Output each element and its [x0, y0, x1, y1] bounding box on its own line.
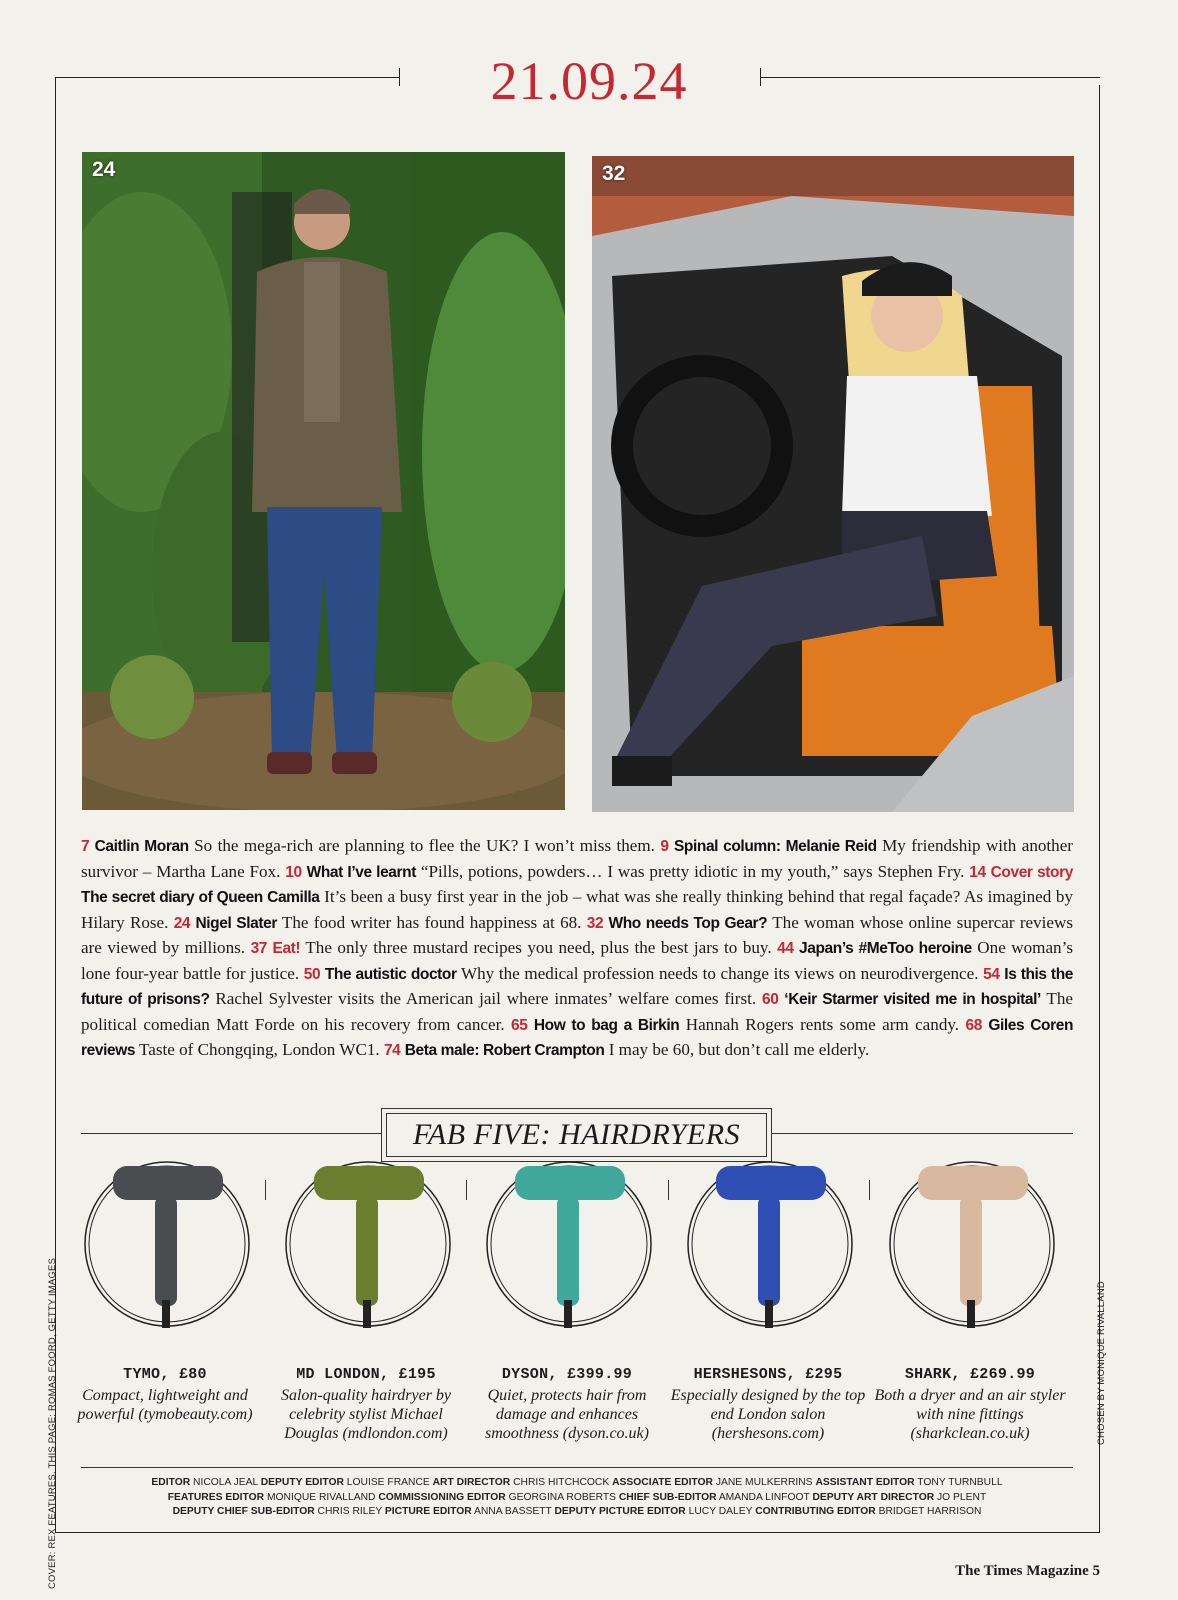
credit-role: DEPUTY ART DIRECTOR — [812, 1491, 935, 1503]
contents-standfirst: The woman whose online supercar reviews are viewed by millions. — [81, 912, 1074, 957]
credits-rule — [81, 1467, 1073, 1468]
contents-headline[interactable]: Nigel Slater — [195, 914, 277, 932]
contents-standfirst: “Pills, potions, powders… I was pretty idiotic in my youth,” says Stephen Fry. — [415, 861, 970, 881]
hairdryer-icon — [888, 1160, 1056, 1328]
product-description: Salon-quality hairdryer by celebrity stylist Michael Douglas (mdlondon.com) — [280, 1387, 452, 1442]
product-description: Compact, lightweight and powerful (tymobeauty.com) — [77, 1387, 253, 1423]
credit-role: CONTRIBUTING EDITOR — [755, 1506, 876, 1517]
credit-name: AMANDA LINFOOT — [718, 1491, 810, 1503]
frame-bottom — [55, 1532, 1100, 1533]
credit-role: DEPUTY CHIEF SUB-EDITOR — [172, 1506, 315, 1517]
credit-role: EDITOR — [151, 1477, 191, 1488]
credit-name: ANNA BASSETT — [473, 1506, 552, 1517]
contents-headline[interactable]: Beta male: Robert Crampton — [404, 1042, 605, 1059]
product-divider — [668, 1180, 669, 1200]
contents-headline[interactable]: Giles Coren reviews — [81, 1016, 1074, 1059]
credit-role: ART DIRECTOR — [432, 1477, 511, 1488]
product-divider — [466, 1180, 467, 1200]
credit-role: PICTURE EDITOR — [384, 1506, 472, 1517]
product-description: Quiet, protects hair from damage and enhances smoothness (dyson.co.uk) — [485, 1387, 649, 1442]
credit-name: MONIQUE RIVALLAND — [266, 1491, 376, 1503]
hairdryer-icon — [83, 1160, 251, 1328]
contents-headline[interactable]: The autistic doctor — [324, 965, 457, 983]
contents-standfirst: The political comedian Matt Forde on his recovery from cancer. — [81, 989, 1074, 1034]
contents-headline[interactable]: Who needs Top Gear? — [608, 914, 768, 932]
product-title: SHARK, £269.99 — [904, 1366, 1036, 1383]
contents-page-number: 14 — [969, 863, 986, 881]
contents-headline[interactable]: ‘Keir Starmer visited me in hospital’ — [784, 991, 1041, 1008]
credit-name: JO PLENT — [937, 1491, 987, 1503]
photo-credit: COVER: REX FEATURES. THIS PAGE: ROMAS FOORD, GETTY IMAGES — [47, 1257, 58, 1589]
contents-headline[interactable]: The secret diary of Queen Camilla — [81, 889, 320, 906]
contents-standfirst: Hannah Rogers rents some arm candy. — [679, 1014, 966, 1034]
fab-five-title: FAB FIVE: HAIRDRYERS — [386, 1113, 767, 1157]
credit-name: TONY TURNBULL — [917, 1477, 1003, 1488]
issue-date: 21.09.24 — [490, 51, 688, 111]
credit-name: JANE MULKERRINS — [715, 1477, 813, 1488]
product-title: TYMO, £80 — [123, 1366, 207, 1383]
contents-standfirst: The food writer has found happiness at 68. — [276, 912, 587, 932]
product-description: Both a dryer and an air styler with nine fittings (sharkclean.co.uk) — [874, 1387, 1066, 1442]
contents-standfirst: It’s been a busy first year in the job – what was she really thinking behind that regal façade? As imagined by Hilary Rose. — [81, 887, 1073, 932]
masthead-credits — [81, 1476, 1073, 1520]
contents-headline[interactable]: Japan’s #MeToo heroine — [799, 940, 972, 957]
contents-page-number: 44 — [777, 940, 794, 957]
contents-standfirst: Taste of Chongqing, London WC1. — [135, 1040, 384, 1059]
hairdryer-icon — [686, 1160, 854, 1328]
credit-name: CHRIS HITCHCOCK — [513, 1477, 610, 1488]
contents-page-number: 32 — [586, 914, 604, 932]
contents-list — [81, 834, 1073, 1064]
credit-role: ASSOCIATE EDITOR — [612, 1477, 713, 1488]
contents-page-number: 68 — [965, 1016, 982, 1034]
product-divider — [265, 1180, 266, 1200]
credit-role: DEPUTY EDITOR — [260, 1477, 344, 1488]
contents-page-number: 24 — [173, 914, 191, 932]
contents-page-number: 9 — [660, 838, 669, 855]
credit-name: BRIDGET HARRISON — [878, 1506, 982, 1517]
credits-line — [81, 1491, 1073, 1506]
product-title: HERSHESONS, £295 — [693, 1366, 843, 1383]
photo-page-number: 32 — [602, 162, 626, 185]
photo-nigel-slater[interactable] — [82, 152, 565, 810]
hairdryer-icon — [485, 1160, 653, 1328]
contents-standfirst: Rachel Sylvester visits the American jail where inmates’ welfare comes first. — [209, 989, 762, 1008]
contents-page-number: 65 — [511, 1016, 528, 1034]
credit-role: ASSISTANT EDITOR — [815, 1477, 915, 1488]
contents-headline[interactable]: How to bag a Birkin — [533, 1016, 680, 1034]
credit-name: GEORGINA ROBERTS — [508, 1491, 616, 1503]
product-divider — [869, 1180, 870, 1200]
product-title: DYSON, £399.99 — [501, 1366, 633, 1383]
chosen-by-credit: CHOSEN BY MONIQUE RIVALLAND — [1096, 1281, 1107, 1445]
credit-name: LOUISE FRANCE — [346, 1477, 430, 1488]
credit-name: NICOLA JEAL — [193, 1477, 258, 1488]
supercar-portrait-image — [592, 156, 1074, 812]
product-description: Especially designed by the top end London salon (hershesons.com) — [670, 1387, 866, 1442]
contents-page-number: 54 — [983, 965, 1000, 983]
contents-headline[interactable]: Caitlin Moran — [94, 838, 189, 855]
credit-name: CHRIS RILEY — [317, 1506, 383, 1517]
credits-line — [81, 1476, 1073, 1491]
credit-role: CHIEF SUB-EDITOR — [618, 1491, 717, 1503]
contents-headline[interactable]: What I’ve learnt — [306, 863, 416, 881]
contents-headline[interactable]: Is this the future of prisons? — [81, 965, 1073, 1008]
credit-role: DEPUTY PICTURE EDITOR — [554, 1506, 686, 1517]
product-title: MD LONDON, £195 — [296, 1366, 436, 1383]
photo-page-number: 24 — [92, 158, 116, 181]
contents-section-label: Eat! — [272, 940, 301, 957]
contents-page-number: 50 — [303, 965, 321, 983]
contents-standfirst: My friendship with another survivor – Martha Lane Fox. — [81, 836, 1073, 881]
credit-name: LUCY DALEY — [688, 1506, 753, 1517]
hairdryer-icon — [284, 1160, 452, 1328]
contents-headline[interactable]: Spinal column: Melanie Reid — [673, 838, 877, 855]
contents-page-number: 7 — [81, 838, 90, 855]
contents-standfirst: Why the medical profession needs to change its views on neurodivergence. — [456, 963, 984, 983]
contents-standfirst: I may be 60, but don’t call me elderly. — [604, 1040, 870, 1059]
contents-page-number: 74 — [383, 1042, 401, 1059]
fab-five-heading — [381, 1108, 772, 1162]
contents-page-number: 60 — [762, 991, 779, 1008]
credits-line — [81, 1505, 1073, 1520]
contents-page-number: 10 — [285, 863, 302, 881]
credit-role: FEATURES EDITOR — [167, 1491, 265, 1503]
photo-top-gear[interactable] — [592, 156, 1074, 812]
contents-standfirst: So the mega-rich are planning to flee the UK? I won’t miss them. — [188, 836, 661, 855]
contents-page-number: 37 — [250, 940, 268, 957]
page-footer: The Times Magazine 5 — [955, 1563, 1100, 1579]
contents-section-label: Cover story — [990, 863, 1073, 881]
contents-standfirst: One woman’s lone four-year battle for justice. — [81, 938, 1073, 983]
contents-standfirst: The only three mustard recipes you need, plus the best jars to buy. — [300, 938, 778, 957]
garden-portrait-image — [82, 152, 565, 810]
credit-role: COMMISSIONING EDITOR — [378, 1491, 506, 1503]
